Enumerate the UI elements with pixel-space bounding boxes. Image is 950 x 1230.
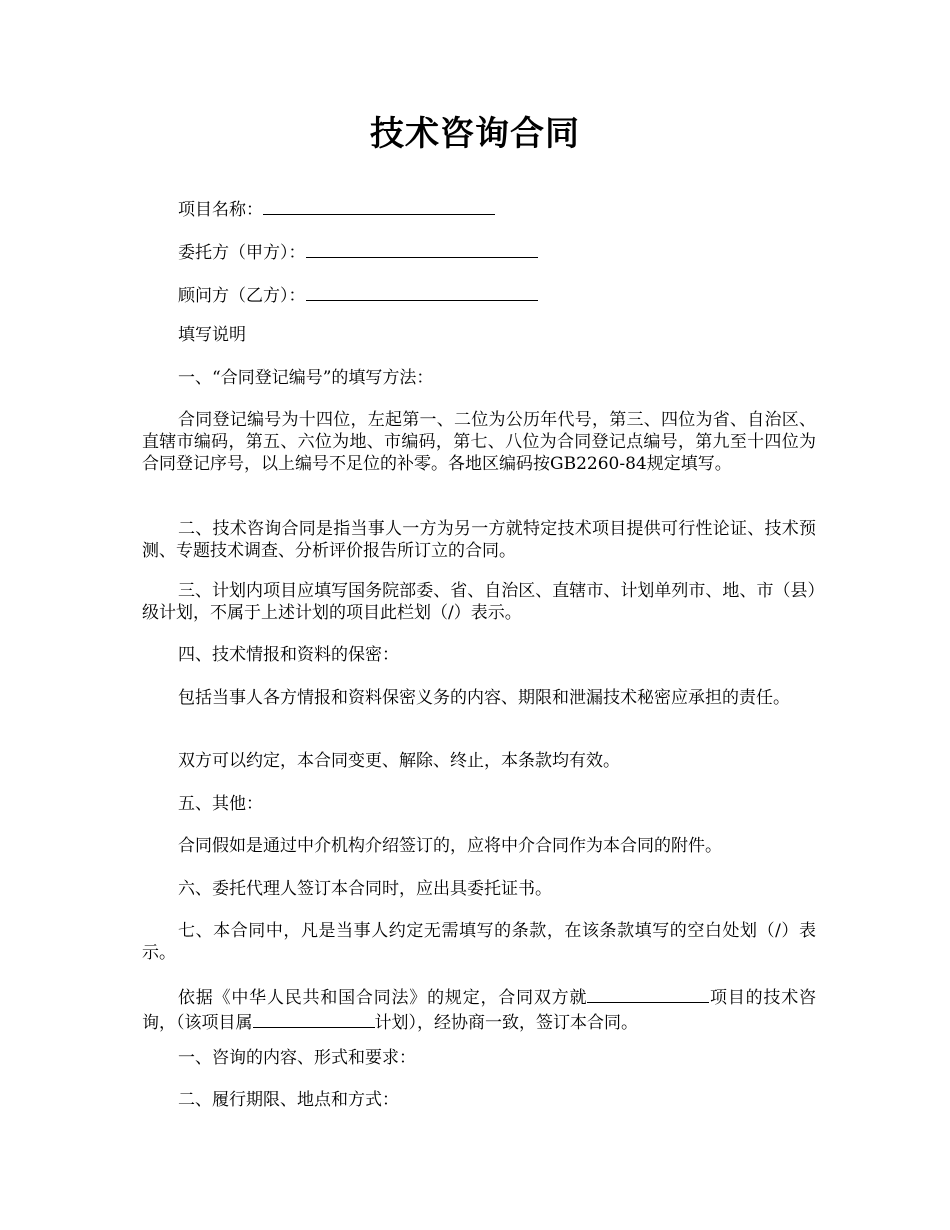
instructions-heading: 填写说明 — [178, 325, 246, 345]
consultant-field — [142, 282, 816, 307]
contract-basis-text-1: 依据《中华人民共和国合同法》的规定，合同双方就 — [178, 988, 588, 1008]
paragraph: 合同假如是通过中介机构介绍签订的，应将中介合同作为本合同的附件。 — [178, 836, 722, 856]
paragraph: 四、技术情报和资料的保密： — [178, 645, 399, 665]
contract-basis-text-3: 计划），经协商一致，签订本合同。 — [374, 1013, 638, 1033]
consultant-label: 顾问方（乙方）： — [178, 286, 306, 306]
project-name-blank — [263, 196, 495, 215]
document-title: 技术咨询合同 — [370, 114, 580, 154]
client-label: 委托方（甲方）： — [178, 243, 306, 263]
paragraph: 六、委托代理人签订本合同时，应出具委托证书。 — [178, 879, 552, 899]
project-name-field — [142, 196, 816, 221]
paragraph: 二、履行期限、地点和方式： — [178, 1090, 399, 1110]
paragraph: 三、计划内项目应填写国务院部委、省、自治区、直辖市、计划单列市、地、市（县）级计划，不属于上述计划的项目此栏划（/）表示。 — [142, 581, 816, 623]
project-name-label: 项目名称： — [178, 200, 263, 220]
consultant-blank — [306, 282, 538, 301]
paragraph: 五、其他： — [178, 794, 263, 814]
contract-basis-paragraph — [142, 984, 816, 1034]
paragraph: 包括当事人各方情报和资料保密义务的内容、期限和泄漏技术秘密应承担的责任。 — [178, 688, 790, 708]
project-blank — [587, 984, 709, 1003]
paragraph: 七、本合同中，凡是当事人约定无需填写的条款，在该条款填写的空白处划（/）表示。 — [142, 921, 816, 963]
paragraph: 合同登记编号为十四位，左起第一、二位为公历年代号，第三、四位为省、自治区、直辖市编码，第五、六位为地、市编码，第七、八位为合同登记点编号，第九至十四位为合同登记序号，以上编号不足位的补零。各地区编码按GB2260-84规定填写。 — [142, 410, 816, 474]
plan-blank — [253, 1009, 375, 1028]
paragraph: 一、咨询的内容、形式和要求： — [178, 1048, 416, 1068]
paragraph: 双方可以约定，本合同变更、解除、终止，本条款均有效。 — [178, 751, 620, 771]
client-blank — [306, 239, 538, 258]
paragraph: 一、“合同登记编号”的填写方法： — [178, 368, 434, 388]
contract-basis-text-2: 项目的技术咨询，（该项目属 — [142, 988, 817, 1033]
client-field — [142, 239, 816, 264]
paragraph: 二、技术咨询合同是指当事人一方为另一方就特定技术项目提供可行性论证、技术预测、专题技术调查、分析评价报告所订立的合同。 — [142, 519, 816, 561]
